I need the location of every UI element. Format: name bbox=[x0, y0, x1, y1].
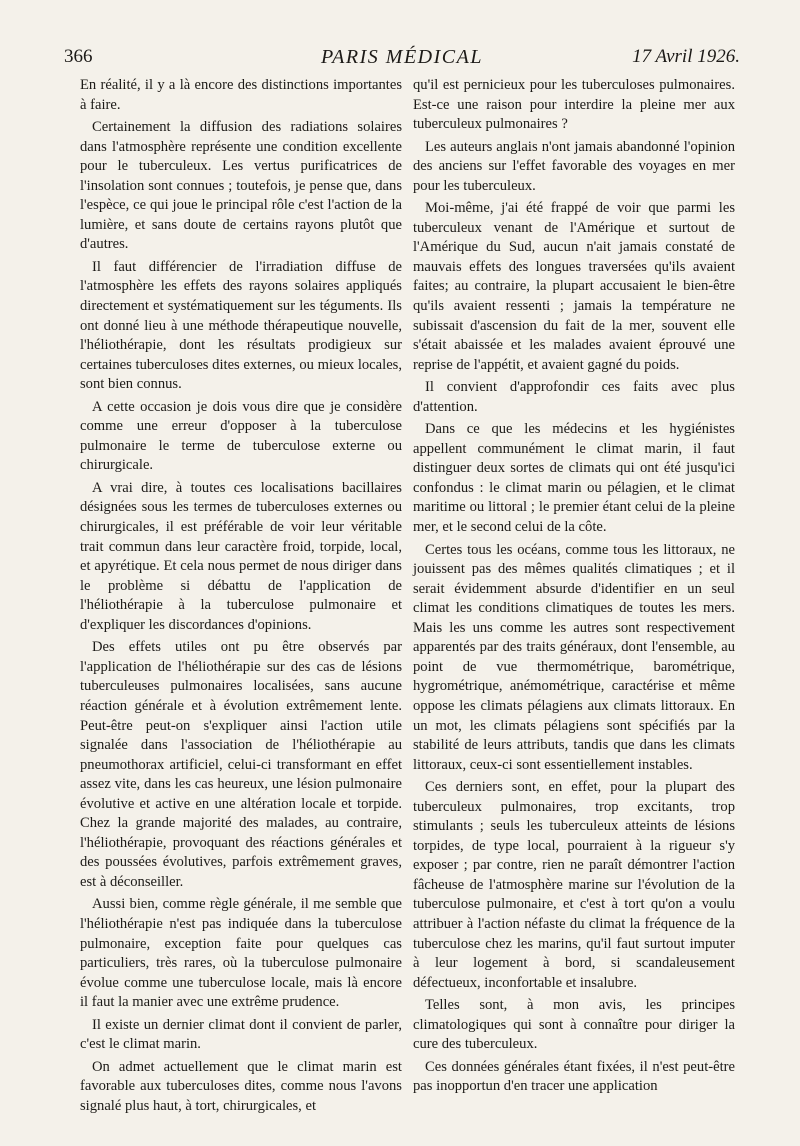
paragraph: On admet actuellement que le climat marin est favorable aux tuberculoses dites, comme nous l'avons signalé plus haut, à tort, chirurgicales, et bbox=[80, 1058, 402, 1114]
paragraph: Des effets utiles ont pu être observés par l'application de l'héliothérapie sur des cas de lésions tuberculeuses pulmonaires localisées, sans aucune réaction générale et à évolution extrêmement lente. Peut-être peut-on s'expliquer ainsi l'action utile signalée dans l'association de l'héliothérapie au pneumothorax artificiel, celui-ci transformant en effet assez vite, dans les cas heureux, une lésion pulmonaire évolutive et active en une altération locale et torpide. Chez la grande majorité des malades, au contraire, l'héliothérapie, provoquant des réactions générales et des poussées évolutives, parfois extrêmement graves, est à déconseiller. bbox=[80, 639, 402, 890]
page-header bbox=[64, 46, 740, 72]
paragraph: Ces derniers sont, en effet, pour la plupart des tuberculeux pulmonaires, trop excitants, trop stimulants ; seuls les tuberculeux atteints de lésions torpides, de type local, pourraient à la rigueur s'y exposer ; par contre, rien ne paraît démontrer l'action fâcheuse de l'atmosphère marine sur l'évolution de la tuberculose pulmonaire, et c'est à tort qu'on a voulu attribuer à l'action néfaste du climat la fréquence de la tuberculose chez les marins, qu'il faut surtout imputer à leur logement à bord, si scandaleusement défectueux, inconfortable et insalubre. bbox=[413, 779, 735, 991]
issue-date: 17 Avril 1926. bbox=[632, 46, 740, 67]
paragraph: Dans ce que les médecins et les hygiénistes appellent communément le climat marin, il faut distinguer deux sortes de climats qui ont été jusqu'ici confondus : le climat marin ou pélagien, et le climat maritime ou littoral ; le premier étant celui de la pleine mer, et le second celui de la côte. bbox=[413, 421, 735, 536]
paragraph: Il convient d'approfondir ces faits avec plus d'attention. bbox=[413, 379, 735, 415]
paragraph: Ces données générales étant fixées, il n'est peut-être pas inopportun d'en tracer une application bbox=[413, 1058, 735, 1095]
paragraph: A cette occasion je dois vous dire que je considère comme une erreur d'opposer à la tuberculose pulmonaire le terme de tuberculose externe ou chirurgicale. bbox=[80, 398, 402, 474]
paragraph: qu'il est pernicieux pour les tuberculoses pulmonaires. Est-ce une raison pour interdire la pleine mer aux tuberculeux pulmonaires ? bbox=[413, 77, 735, 133]
right-column bbox=[413, 76, 735, 1097]
paragraph: Il faut différencier de l'irradiation diffuse de l'atmosphère les effets des rayons solaires appliqués directement et systématiquement sur les téguments. Ils ont donné lieu à une méthode thérapeutique nouvelle, l'héliothérapie, dont les résultats prodigieux sur certaines tuberculoses dites externes, ou mieux locales, sont bien connus. bbox=[80, 258, 402, 393]
paragraph: Les auteurs anglais n'ont jamais abandonné l'opinion des anciens sur l'effet favorable des voyages en mer pour les tuberculeux. bbox=[413, 138, 735, 194]
paragraph: Telles sont, à mon avis, les principes climatologiques qui sont à connaître pour diriger la cure des tuberculeux. bbox=[413, 997, 735, 1053]
page-number: 366 bbox=[64, 46, 93, 67]
paragraph: Aussi bien, comme règle générale, il me semble que l'héliothérapie n'est pas indiquée dans la tuberculose pulmonaire, exception faite pour quelques cas particuliers, très rares, où la tuberculose pulmonaire évolue comme une tuberculose locale, mais là encore il faut la manier avec une extrême prudence. bbox=[80, 896, 402, 1011]
paragraph: Il existe un dernier climat dont il convient de parler, c'est le climat marin. bbox=[80, 1016, 402, 1053]
paragraph: Certainement la diffusion des radiations solaires dans l'atmosphère représente une condition excellente pour le tuberculeux. Les vertus purificatrices de l'insolation sont connues ; toutefois, je pense que, dans l'espèce, ce qui joue le principal rôle c'est l'action de la lumière, et sans doute de certains rayons plutôt que d'autres. bbox=[80, 119, 402, 253]
left-column bbox=[80, 76, 402, 1116]
paragraph: Certes tous les océans, comme tous les littoraux, ne jouissent pas des mêmes qualités climatiques ; et il serait évidemment absurde d'identifier en un seul climat les conditions climatiques de toutes les mers. Mais les uns comme les autres sont respectivement apparentés par des traits généraux, dont l'ensemble, au point de vue thermométrique, barométrique, hygrométrique, anémométrique, caractérise et même oppose les climats pélagiens aux climats littoraux. En un mot, les climats pélagiens sont spécifiés par la stabilité de leurs attributs, tandis que dans les climats littoraux, ceux-ci sont essentiellement instables. bbox=[413, 541, 735, 773]
paragraph: En réalité, il y a là encore des distinctions importantes à faire. bbox=[80, 77, 402, 113]
journal-title: PARIS MÉDICAL bbox=[321, 46, 483, 68]
paragraph: Moi-même, j'ai été frappé de voir que parmi les tuberculeux venant de l'Amérique et surtout de l'Amérique du Sud, aucun n'ait jamais constaté de mauvais effets des longues traversées qu'ils avaient faites; au contraire, la plupart accusaient le bien-être qu'ils avaient ressenti ; jamais la température ne subissait d'ascension du fait de la mer, souvent elle s'était abaissée et les malades avaient éprouvé une reprise de l'appétit, et avaient gagné du poids. bbox=[413, 200, 735, 373]
paragraph: A vrai dire, à toutes ces localisations bacillaires désignées sous les termes de tuberculoses externes ou chirurgicales, il est préférable de voir leur véritable trait commun dans leur caractère froid, torpide, local, et apyrétique. Et cela nous permet de nous diriger dans le problème si débattu de l'application de l'héliothérapie à la tuberculose pulmonaire et d'expliquer les discordances d'opinions. bbox=[80, 479, 402, 633]
